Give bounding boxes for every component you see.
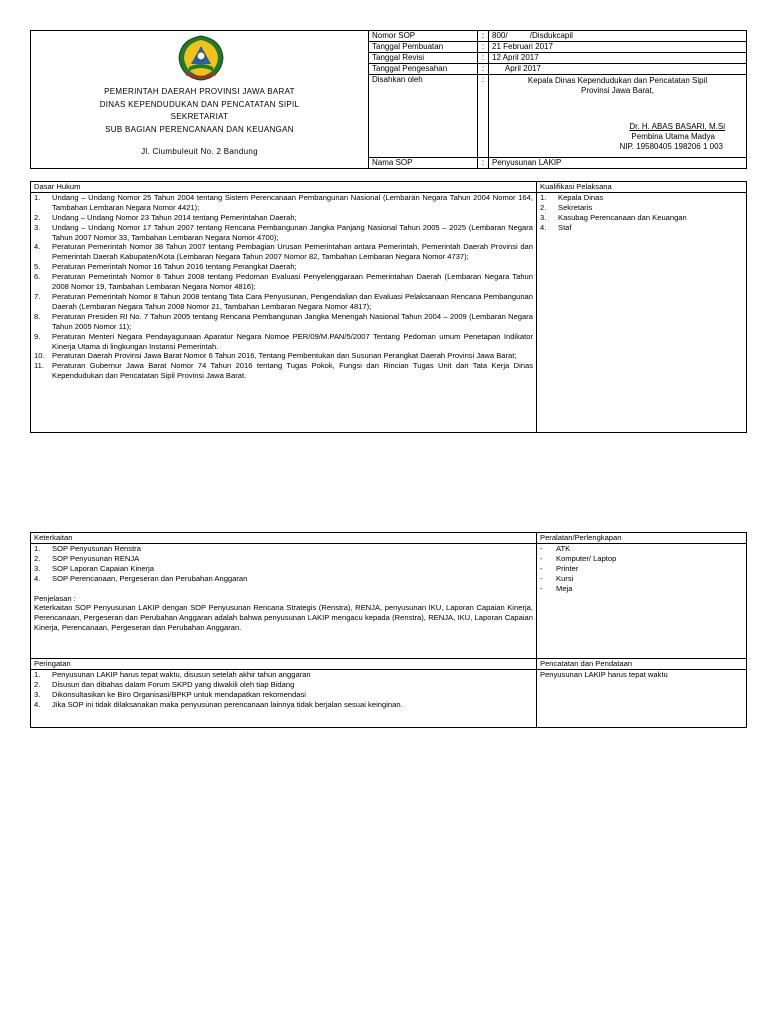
peralatan-list: [540, 544, 743, 594]
colon: :: [478, 64, 489, 75]
peralatan-cell: [537, 543, 747, 658]
peringatan-item-number: 3.: [34, 689, 41, 699]
kualifikasi-item: [540, 193, 743, 203]
pencatatan-text: Penyusunan LAKIP harus tepat waktu: [537, 669, 747, 727]
keterkaitan-item: [34, 564, 533, 574]
peralatan-item-number: -: [540, 583, 543, 593]
pembuatan-value: 21 Februari 2017: [489, 42, 747, 53]
dasar-hukum-item: [34, 193, 533, 213]
nomor-label: Nomor SOP: [369, 31, 478, 42]
peringatan-item-number: 4.: [34, 699, 41, 709]
dasar-hukum-item-number: 1.: [34, 192, 41, 202]
dasar-hukum-item-number: 2.: [34, 212, 41, 222]
dasar-hukum-item: [34, 312, 533, 332]
dasar-hukum-title: Dasar Hukum: [31, 182, 537, 193]
signer-position-line-2: Provinsi Jawa Barat,: [581, 86, 654, 95]
peralatan-item: [540, 574, 743, 584]
pengesahan-label: Tanggal Pengesahan: [369, 64, 478, 75]
dasar-hukum-item: [34, 361, 533, 381]
kualifikasi-item-text: Staf: [558, 222, 572, 232]
kualifikasi-list: [540, 193, 743, 233]
kualifikasi-item-text: Kasubag Perencanaan dan Keuangan: [558, 212, 687, 222]
peringatan-item: [34, 700, 533, 710]
keterkaitan-item-text: SOP Penyusunan RENJA: [52, 553, 140, 563]
peralatan-item-number: -: [540, 543, 543, 553]
dasar-hukum-table: [30, 181, 747, 433]
signer-name: Dr. H. ABAS BASARI, M.Si: [629, 122, 725, 131]
keterkaitan-item-text: SOP Perencanaan, Pergeseran dan Perubahan Anggaran: [52, 573, 248, 583]
peralatan-item-text: Printer: [556, 563, 579, 573]
colon: :: [478, 158, 489, 169]
dasar-hukum-item: [34, 332, 533, 352]
signer-rank: Pembina Utama Madya: [631, 132, 715, 141]
peralatan-title: Peralatan/Perlengkapan: [537, 533, 747, 544]
org-address: Jl. Ciumbuleuit No. 2 Bandung: [141, 147, 258, 156]
dasar-hukum-item-number: 9.: [34, 331, 41, 341]
dasar-hukum-list-cell: [31, 192, 537, 432]
keterkaitan-item: [34, 554, 533, 564]
pencatatan-title: Pencatatan dan Pendataan: [537, 658, 747, 669]
pengesahan-value: April 2017: [489, 64, 747, 75]
peralatan-item-text: Meja: [556, 583, 573, 593]
peringatan-item-number: 1.: [34, 669, 41, 679]
signer-nip: NIP. 19580405 198206 1 003: [619, 142, 723, 151]
signer-cell: [489, 75, 747, 158]
dasar-hukum-item: [34, 242, 533, 262]
keterkaitan-item: [34, 544, 533, 554]
org-line-3: SEKRETARIAT: [170, 112, 229, 121]
kualifikasi-item-number: 2.: [540, 202, 547, 212]
kualifikasi-item-number: 4.: [540, 222, 547, 232]
peralatan-item-number: -: [540, 563, 543, 573]
kualifikasi-list-cell: [537, 192, 747, 432]
signer-position-line-1: Kepala Dinas Kependudukan dan Pencatatan Sipil: [527, 76, 708, 85]
colon: :: [478, 31, 489, 42]
dasar-hukum-item-number: 10.: [34, 351, 45, 361]
keterkaitan-item-text: SOP Penyusunan Renstra: [52, 543, 141, 553]
dasar-hukum-item-text: Peraturan Menteri Negara Pendayagunaan Aparatur Negara Nomoe PER/09/M.PAN/5/2007 Tentang Pedoman umum Penetapan Indikator Kinerja Utama di lingkungan Instansi Pemerintah.: [52, 331, 533, 351]
peringatan-item-text: Dikonsultasikan ke Biro Organisasi/BPKP untuk mendapatkan rekomendasi: [52, 689, 306, 699]
peralatan-item-text: Kursi: [556, 573, 574, 583]
pembuatan-label: Tanggal Pembuatan: [369, 42, 478, 53]
dasar-hukum-item-number: 3.: [34, 222, 41, 232]
peringatan-item-text: Penyusunan LAKIP harus tepat waktu, disusun setelah akhir tahun anggaran: [52, 669, 311, 679]
colon: :: [478, 75, 489, 158]
colon: :: [478, 53, 489, 64]
keterkaitan-title: Keterkaitan: [31, 533, 537, 544]
kualifikasi-item: [540, 213, 743, 223]
dasar-hukum-item: [34, 223, 533, 243]
sop-header-table: [30, 30, 747, 169]
peralatan-item: [540, 554, 743, 564]
peringatan-cell: [31, 669, 537, 727]
dasar-hukum-item-text: Peraturan Presiden RI No. 7 Tahun 2005 tentang Rencana Pembangunan Jangka Menengah Nasional Tahun 2004 – 2009 (Lembaran Negara Tahun 2005 Nomor 11);: [52, 311, 533, 331]
kualifikasi-item-number: 1.: [540, 192, 547, 202]
org-line-1: PEMERINTAH DAERAH PROVINSI JAWA BARAT: [104, 87, 295, 96]
dasar-hukum-item-text: Peraturan Pemerintah Nomor 6 Tahun 2008 tentang Pedoman Evaluasi Penyelenggaraan Pemerintahan Daerah (Lembaran Negara Tahun 2008 Nomor 19, Tambahan Lembaran Negara Nomor 4816);: [52, 272, 533, 292]
dasar-hukum-item: [34, 351, 533, 361]
peringatan-item-number: 2.: [34, 679, 41, 689]
peringatan-item: [34, 680, 533, 690]
peralatan-item-text: ATK: [556, 543, 571, 553]
peringatan-item-text: Disusun dan dibahas dalam Forum SKPD yang diwakili oleh tiap Bidang: [52, 679, 295, 689]
keterkaitan-item-number: 2.: [34, 553, 41, 563]
dasar-hukum-item-number: 7.: [34, 291, 41, 301]
dasar-hukum-item-number: 8.: [34, 311, 41, 321]
keterkaitan-item-number: 3.: [34, 563, 41, 573]
org-identity-cell: [31, 31, 369, 169]
dasar-hukum-item-text: Peraturan Daerah Provinsi Jawa Barat Nomor 6 Tahun 2016, Tentang Pembentukan dan Susunan Perangkat Daerah Provinsi Jawa Barat;: [52, 351, 517, 361]
peralatan-item-text: Komputer/ Laptop: [556, 553, 617, 563]
org-line-2: DINAS KEPENDUDUKAN DAN PENCATATAN SIPIL: [99, 99, 300, 109]
dasar-hukum-list: [34, 193, 533, 381]
peringatan-list: [34, 670, 533, 710]
dasar-hukum-item-text: Undang – Undang Nomor 17 Tahun 2007 tentang Rencana Pembangunan Jangka Panjang Nasional Tahun 2005 – 2025 (Lembaran Negara Tahun 2007 Nomor 33, Tambahan Lembaran Negara Nomor 4700);: [52, 222, 533, 242]
peralatan-item: [540, 564, 743, 574]
peralatan-item: [540, 584, 743, 594]
peralatan-item: [540, 544, 743, 554]
dasar-hukum-item: [34, 272, 533, 292]
kualifikasi-item-text: Kepala Dinas: [558, 192, 604, 202]
kualifikasi-item: [540, 203, 743, 213]
keterkaitan-item-number: 1.: [34, 543, 41, 553]
org-line-4: SUB BAGIAN PERENCANAAN DAN KEUANGAN: [105, 124, 294, 134]
revisi-label: Tanggal Revisi: [369, 53, 478, 64]
disahkan-label: Disahkan oleh: [369, 75, 478, 158]
west-java-emblem-icon: [175, 34, 227, 82]
dasar-hukum-item: [34, 213, 533, 223]
dasar-hukum-item-text: Undang – Undang Nomor 23 Tahun 2014 tentang Pemerintahan Daerah;: [52, 212, 297, 222]
kualifikasi-item: [540, 223, 743, 233]
dasar-hukum-item-number: 4.: [34, 242, 41, 252]
nomor-value: 800/ /Disdukcapil: [489, 31, 747, 42]
dasar-hukum-item-number: 11.: [34, 361, 44, 371]
dasar-hukum-item-number: 5.: [34, 262, 41, 272]
penjelasan-text: Keterkaitan SOP Penyusunan LAKIP dengan SOP Penyusunan Rencana Strategis (Renstra), RENJA, penyusunan IKU, Laporan Capaian Kinerja, Perencanaan, Pergeseran dan Perubahan Anggaran adalah bahwa penyusunan LAKIP mengacu kepada (Renstra), RENJA, IKU, Laporan Capaian Kinerja, Perencanaan, Pergeseran dan Perubahan Anggaran.: [34, 603, 533, 633]
dasar-hukum-item-text: Undang – Undang Nomor 25 Tahun 2004 tentang Sistem Perencanaan Pembangunan Nasional (Lembaran Negara Tahun 2004 Nomor 164, Tambahan Lembaran Negara Nomor 4421);: [52, 192, 533, 212]
dasar-hukum-item-number: 6.: [34, 272, 41, 282]
peralatan-item-number: -: [540, 573, 543, 583]
peringatan-title: Peringatan: [31, 658, 537, 669]
kualifikasi-title: Kualifikasi Pelaksana: [537, 182, 747, 193]
keterkaitan-list: [34, 544, 533, 584]
dasar-hukum-item: [34, 292, 533, 312]
colon: :: [478, 42, 489, 53]
keterkaitan-item: [34, 574, 533, 584]
revisi-value: 12 April 2017: [489, 53, 747, 64]
dasar-hukum-item-text: Peraturan Pemerintah Nomor 38 Tahun 2007 tentang Pembagian Urusan Pemerintahan antara Pemerintah, Pemerintah Daerah Provinsi dan Pemerintah Daerah Kabupaten/Kota (Lembaran Negara Tahun 2007 Nomor 82, Tambahan Lembaran Negara Nomor 4737);: [52, 242, 533, 262]
dasar-hukum-item-text: Peraturan Pemerintah Nomor 16 Tahun 2016 tentang Perangkat Daerah;: [52, 262, 297, 272]
keterkaitan-table: [30, 532, 747, 728]
dasar-hukum-item-text: Peraturan Gubernur Jawa Barat Nomor 74 Tahun 2016 tentang Tugas Pokok, Fungsi dan Rincian Tugas Unit dan Tata Kerja Dinas Kependudukan dan Pencatatan Sipil Provinsi Jawa Barat.: [52, 361, 533, 381]
penjelasan-label: Penjelasan :: [34, 593, 76, 603]
peringatan-item: [34, 670, 533, 680]
dasar-hukum-item: [34, 262, 533, 272]
kualifikasi-item-number: 3.: [540, 212, 547, 222]
kualifikasi-item-text: Sekretaris: [558, 202, 593, 212]
keterkaitan-item-number: 4.: [34, 573, 41, 583]
peralatan-item-number: -: [540, 553, 543, 563]
keterkaitan-cell: [31, 543, 537, 658]
nama-sop-label: Nama SOP: [369, 158, 478, 169]
peringatan-item: [34, 690, 533, 700]
keterkaitan-item-text: SOP Laporan Capaian Kinerja: [52, 563, 155, 573]
nama-sop-value: Penyusunan LAKIP: [489, 158, 747, 169]
dasar-hukum-item-text: Peraturan Pemerintah Nomor 8 Tahun 2008 tentang Tata Cara Penyusunan, Pengendalian dan Evaluasi Pelaksanaan Rencana Pembangunan Daerah (Lembaran Negara Tahun 2008 Nomor 21, Tambahan Lembaran Negara Nomor 4817);: [52, 291, 533, 311]
peringatan-item-text: Jika SOP ini tidak dilaksanakan maka penyusunan perencanaan lainnya tidak berjalan sesuai keinginan.: [52, 699, 403, 709]
